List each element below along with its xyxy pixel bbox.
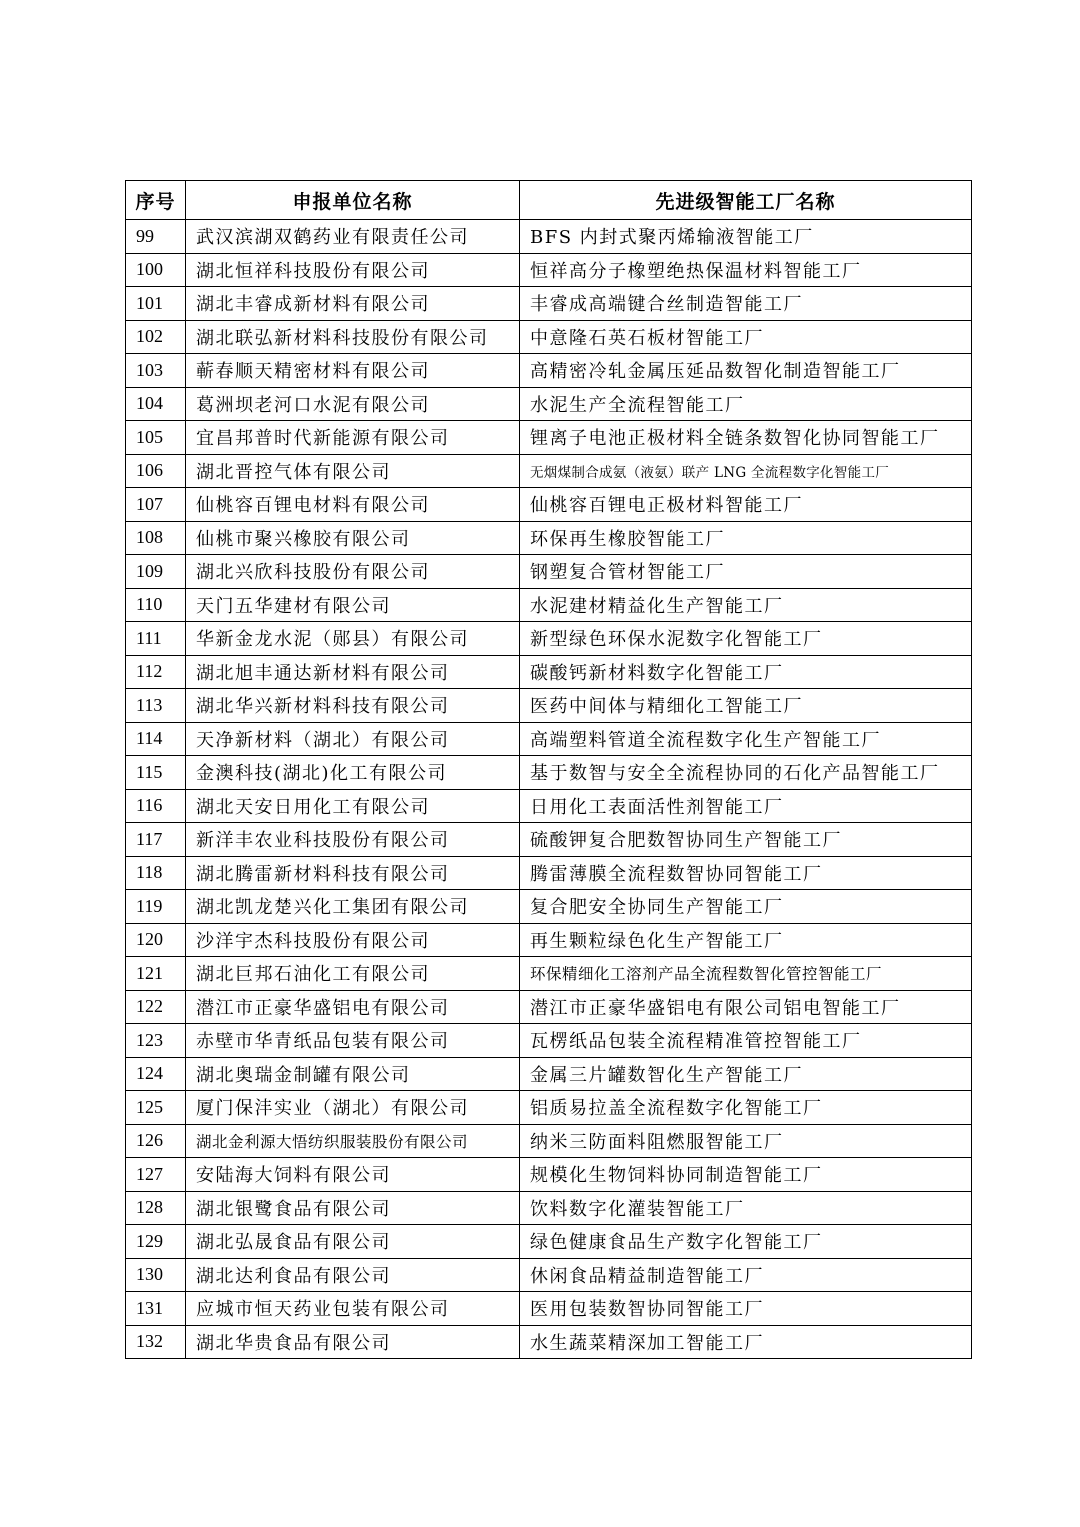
row-unit-name: 赤壁市华青纸品包装有限公司 — [186, 1024, 520, 1058]
row-unit-name: 湖北腾雷新材料科技有限公司 — [186, 856, 520, 890]
row-factory-name: 中意隆石英石板材智能工厂 — [520, 320, 972, 354]
table-row — [126, 722, 972, 756]
row-serial-number: 130 — [126, 1258, 186, 1292]
row-unit-name: 湖北华贵食品有限公司 — [186, 1325, 520, 1359]
row-unit-name: 湖北旭丰通达新材料有限公司 — [186, 655, 520, 689]
row-unit-name: 华新金龙水泥（郧县）有限公司 — [186, 622, 520, 656]
table-row — [126, 1124, 972, 1158]
table-row — [126, 521, 972, 555]
row-factory-name: 新型绿色环保水泥数字化智能工厂 — [520, 622, 972, 656]
row-factory-name: 碳酸钙新材料数字化智能工厂 — [520, 655, 972, 689]
row-factory-name: 基于数智与安全全流程协同的石化产品智能工厂 — [520, 756, 972, 790]
row-factory-name: 瓦楞纸品包装全流程精准管控智能工厂 — [520, 1024, 972, 1058]
row-unit-name: 湖北达利食品有限公司 — [186, 1258, 520, 1292]
row-serial-number: 99 — [126, 220, 186, 254]
row-serial-number: 119 — [126, 890, 186, 924]
table-row — [126, 1158, 972, 1192]
table-row — [126, 1091, 972, 1125]
row-factory-name: 环保精细化工溶剂产品全流程数智化管控智能工厂 — [520, 957, 972, 991]
row-factory-name: 高精密冷轧金属压延品数智化制造智能工厂 — [520, 354, 972, 388]
row-serial-number: 115 — [126, 756, 186, 790]
table-row — [126, 488, 972, 522]
row-factory-name: 无烟煤制合成氨（液氨）联产 LNG 全流程数字化智能工厂 — [520, 454, 972, 488]
table-body — [126, 220, 972, 1359]
row-unit-name: 沙洋宇杰科技股份有限公司 — [186, 923, 520, 957]
header-unit-name: 申报单位名称 — [186, 181, 520, 220]
row-serial-number: 129 — [126, 1225, 186, 1259]
row-unit-name: 潜江市正豪华盛铝电有限公司 — [186, 990, 520, 1024]
table-row — [126, 655, 972, 689]
row-serial-number: 132 — [126, 1325, 186, 1359]
row-serial-number: 112 — [126, 655, 186, 689]
row-factory-name: 铝质易拉盖全流程数字化智能工厂 — [520, 1091, 972, 1125]
row-serial-number: 120 — [126, 923, 186, 957]
row-unit-name: 应城市恒天药业包装有限公司 — [186, 1292, 520, 1326]
row-unit-name: 湖北奥瑞金制罐有限公司 — [186, 1057, 520, 1091]
row-unit-name: 仙桃容百锂电材料有限公司 — [186, 488, 520, 522]
row-serial-number: 103 — [126, 354, 186, 388]
row-unit-name: 天净新材料（湖北）有限公司 — [186, 722, 520, 756]
row-unit-name: 湖北华兴新材料科技有限公司 — [186, 689, 520, 723]
row-factory-name: 丰睿成高端键合丝制造智能工厂 — [520, 287, 972, 321]
row-serial-number: 109 — [126, 555, 186, 589]
row-serial-number: 105 — [126, 421, 186, 455]
table-row — [126, 1258, 972, 1292]
table-row — [126, 1225, 972, 1259]
table-row — [126, 823, 972, 857]
table-row — [126, 923, 972, 957]
table-row — [126, 287, 972, 321]
table-row — [126, 320, 972, 354]
table-row — [126, 1057, 972, 1091]
table-row — [126, 354, 972, 388]
table-header-row — [126, 181, 972, 220]
table-row — [126, 253, 972, 287]
table-row — [126, 756, 972, 790]
row-factory-name: 硫酸钾复合肥数智协同生产智能工厂 — [520, 823, 972, 857]
table-row — [126, 220, 972, 254]
row-factory-name: 环保再生橡胶智能工厂 — [520, 521, 972, 555]
table-row — [126, 588, 972, 622]
row-factory-name: 休闲食品精益制造智能工厂 — [520, 1258, 972, 1292]
row-serial-number: 121 — [126, 957, 186, 991]
row-factory-name: 锂离子电池正极材料全链条数智化协同智能工厂 — [520, 421, 972, 455]
table-row — [126, 957, 972, 991]
row-factory-name: 医用包装数智协同智能工厂 — [520, 1292, 972, 1326]
table-row — [126, 856, 972, 890]
row-unit-name: 湖北银鹭食品有限公司 — [186, 1191, 520, 1225]
row-unit-name: 新洋丰农业科技股份有限公司 — [186, 823, 520, 857]
row-factory-name: 饮料数字化灌装智能工厂 — [520, 1191, 972, 1225]
table-row — [126, 421, 972, 455]
row-factory-name: 高端塑料管道全流程数字化生产智能工厂 — [520, 722, 972, 756]
smart-factory-table — [125, 180, 972, 1359]
row-factory-name: 仙桃容百锂电正极材料智能工厂 — [520, 488, 972, 522]
row-serial-number: 107 — [126, 488, 186, 522]
row-serial-number: 116 — [126, 789, 186, 823]
table-row — [126, 1191, 972, 1225]
row-unit-name: 湖北弘晟食品有限公司 — [186, 1225, 520, 1259]
row-unit-name: 厦门保沣实业（湖北）有限公司 — [186, 1091, 520, 1125]
row-factory-name: 纳米三防面料阻燃服智能工厂 — [520, 1124, 972, 1158]
table-row — [126, 1024, 972, 1058]
row-serial-number: 125 — [126, 1091, 186, 1125]
row-factory-name: 复合肥安全协同生产智能工厂 — [520, 890, 972, 924]
row-factory-name: 规模化生物饲料协同制造智能工厂 — [520, 1158, 972, 1192]
row-unit-name: 宜昌邦普时代新能源有限公司 — [186, 421, 520, 455]
row-factory-name: 恒祥高分子橡塑绝热保温材料智能工厂 — [520, 253, 972, 287]
row-unit-name: 湖北联弘新材料科技股份有限公司 — [186, 320, 520, 354]
row-serial-number: 123 — [126, 1024, 186, 1058]
table-row — [126, 890, 972, 924]
row-unit-name: 湖北恒祥科技股份有限公司 — [186, 253, 520, 287]
table-row — [126, 555, 972, 589]
row-serial-number: 131 — [126, 1292, 186, 1326]
row-serial-number: 111 — [126, 622, 186, 656]
table-row — [126, 789, 972, 823]
row-factory-name: 钢塑复合管材智能工厂 — [520, 555, 972, 589]
row-serial-number: 106 — [126, 454, 186, 488]
row-serial-number: 124 — [126, 1057, 186, 1091]
table-row — [126, 689, 972, 723]
row-unit-name: 湖北金利源大悟纺织服装股份有限公司 — [186, 1124, 520, 1158]
row-serial-number: 102 — [126, 320, 186, 354]
table-row — [126, 622, 972, 656]
row-factory-name: 金属三片罐数智化生产智能工厂 — [520, 1057, 972, 1091]
row-serial-number: 101 — [126, 287, 186, 321]
row-serial-number: 122 — [126, 990, 186, 1024]
row-factory-name: 潜江市正豪华盛铝电有限公司铝电智能工厂 — [520, 990, 972, 1024]
row-unit-name: 湖北兴欣科技股份有限公司 — [186, 555, 520, 589]
row-unit-name: 仙桃市聚兴橡胶有限公司 — [186, 521, 520, 555]
row-factory-name: 水泥生产全流程智能工厂 — [520, 387, 972, 421]
row-unit-name: 葛洲坝老河口水泥有限公司 — [186, 387, 520, 421]
row-serial-number: 114 — [126, 722, 186, 756]
row-unit-name: 湖北凯龙楚兴化工集团有限公司 — [186, 890, 520, 924]
row-serial-number: 128 — [126, 1191, 186, 1225]
row-serial-number: 110 — [126, 588, 186, 622]
row-factory-name: 日用化工表面活性剂智能工厂 — [520, 789, 972, 823]
header-factory-name: 先进级智能工厂名称 — [520, 181, 972, 220]
row-unit-name: 湖北天安日用化工有限公司 — [186, 789, 520, 823]
row-factory-name: 绿色健康食品生产数字化智能工厂 — [520, 1225, 972, 1259]
row-serial-number: 127 — [126, 1158, 186, 1192]
row-serial-number: 104 — [126, 387, 186, 421]
row-serial-number: 113 — [126, 689, 186, 723]
row-serial-number: 117 — [126, 823, 186, 857]
row-unit-name: 湖北晋控气体有限公司 — [186, 454, 520, 488]
header-serial-number: 序号 — [126, 181, 186, 220]
row-unit-name: 安陆海大饲料有限公司 — [186, 1158, 520, 1192]
row-serial-number: 100 — [126, 253, 186, 287]
row-unit-name: 金澳科技(湖北)化工有限公司 — [186, 756, 520, 790]
row-unit-name: 蕲春顺天精密材料有限公司 — [186, 354, 520, 388]
table-row — [126, 1325, 972, 1359]
row-factory-name: 医药中间体与精细化工智能工厂 — [520, 689, 972, 723]
row-serial-number: 118 — [126, 856, 186, 890]
row-unit-name: 武汉滨湖双鹤药业有限责任公司 — [186, 220, 520, 254]
row-serial-number: 126 — [126, 1124, 186, 1158]
row-factory-name: BFS 内封式聚丙烯输液智能工厂 — [520, 220, 972, 254]
row-factory-name: 腾雷薄膜全流程数智协同智能工厂 — [520, 856, 972, 890]
row-unit-name: 天门五华建材有限公司 — [186, 588, 520, 622]
row-unit-name: 湖北巨邦石油化工有限公司 — [186, 957, 520, 991]
row-factory-name: 水泥建材精益化生产智能工厂 — [520, 588, 972, 622]
row-unit-name: 湖北丰睿成新材料有限公司 — [186, 287, 520, 321]
table-row — [126, 454, 972, 488]
row-factory-name: 水生蔬菜精深加工智能工厂 — [520, 1325, 972, 1359]
row-serial-number: 108 — [126, 521, 186, 555]
table-row — [126, 387, 972, 421]
table-row — [126, 990, 972, 1024]
table-row — [126, 1292, 972, 1326]
row-factory-name: 再生颗粒绿色化生产智能工厂 — [520, 923, 972, 957]
